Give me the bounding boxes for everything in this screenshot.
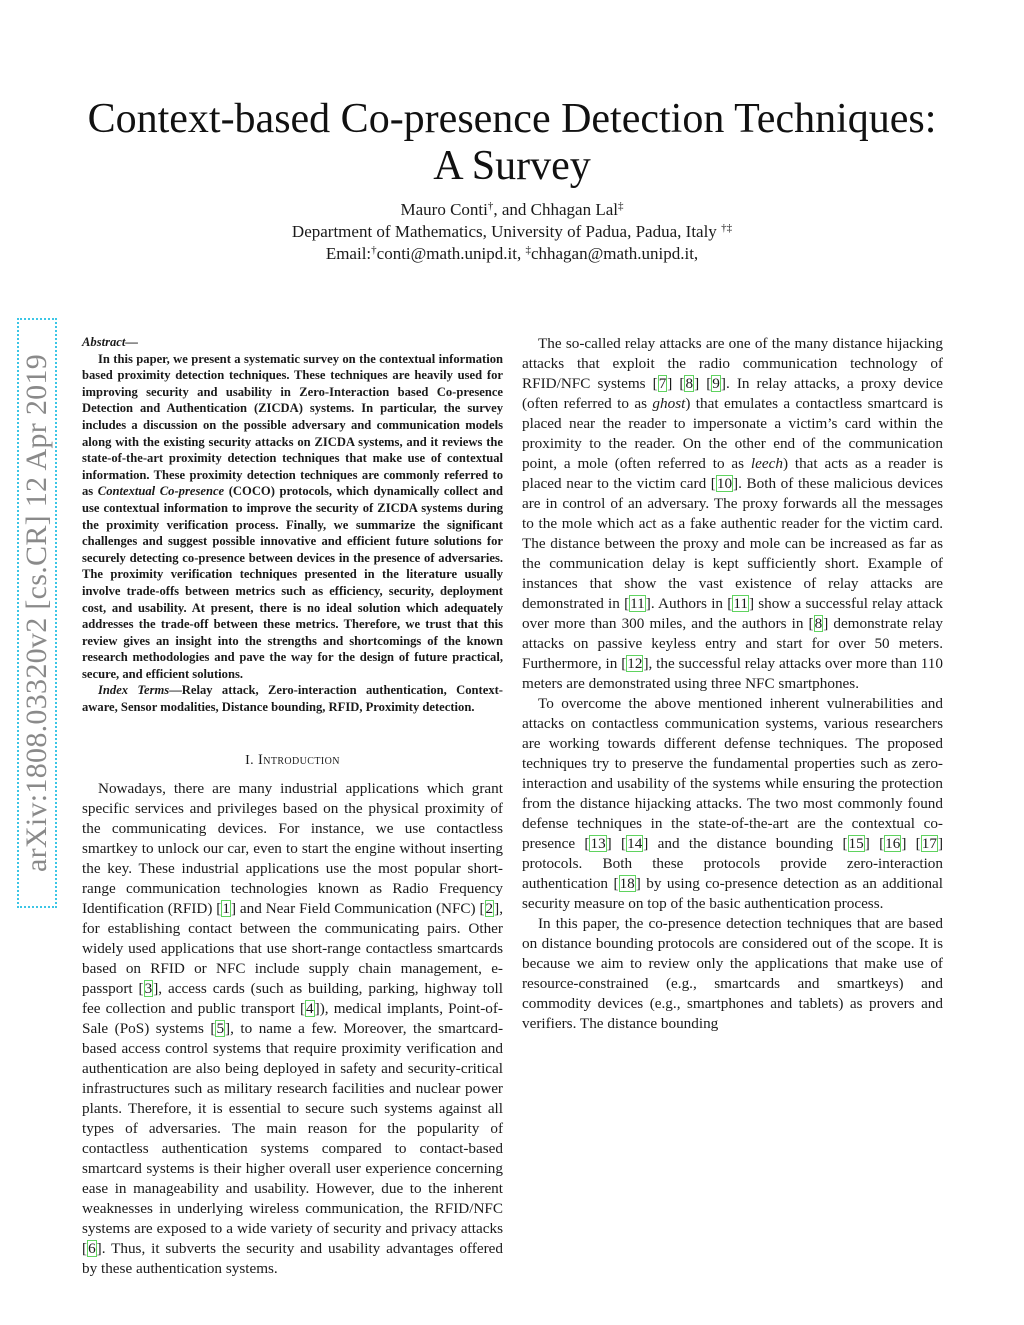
citation-link[interactable]: 18 (619, 875, 635, 892)
citation-link[interactable]: 11 (733, 595, 748, 612)
left-column (82, 334, 503, 1279)
index-terms: Index Terms—Relay attack, Zero-interaction authentication, Context-aware, Sensor modalities, Distance bounding, RFID, Proximity detection. (82, 683, 504, 715)
email-address[interactable]: conti@math.unipd.it, (376, 244, 522, 263)
citation-link[interactable]: 3 (144, 979, 153, 997)
right-column (522, 334, 943, 1034)
affiliation-mark: ‡ (618, 200, 624, 212)
author-name: Mauro Conti (400, 200, 488, 219)
author-line: Mauro Conti†, and Chhagan Lal‡ (400, 200, 624, 219)
intro-paragraph: In this paper, the co-presence detection techniques that are based on distance bounding protocols are considered out of the scope. It is because we aim to review only the applications that make use of resource-constrained (e.g., smartcards and smartkeys) and commodity devices (e.g., smartphones and tablets) as provers and verifiers. The distance bounding (522, 915, 943, 1032)
section-heading: I. Introduction (245, 751, 340, 768)
paper-title-line-2: A Survey (433, 143, 591, 189)
abstract-heading: Abstract— (82, 335, 138, 349)
author-name: Chhagan Lal (530, 200, 618, 219)
arxiv-identifier-stamp[interactable] (17, 318, 57, 908)
email-line: Email:†conti@math.unipd.it, ‡chhagan@math.unipd.it, (325, 244, 699, 263)
intro-paragraph: To overcome the above mentioned inherent vulnerabilities and attacks on contactless communication systems, various researchers are working towards different defense techniques. The proposed techniques try to preserve the fundamental properties such as zero-interaction and usability of the systems while ensuring the protection from the distance hijacking attacks. The two most commonly found defense techniques in the state-of-the-art are the contextual co-presence [13] [14] and the distance bounding [15] [16] [17] protocols. Both these protocols provide zero-interaction authentication [18] by using co-presence detection as an additional security measure on top of the basic authentication process. (522, 695, 944, 912)
citation-link[interactable]: 13 (590, 835, 606, 852)
citation-link[interactable]: 6 (88, 1239, 96, 1257)
citation-link[interactable]: 9 (712, 375, 720, 392)
citation-link[interactable]: 8 (814, 615, 823, 632)
citation-link[interactable]: 10 (716, 475, 733, 492)
affiliation-line: Department of Mathematics, University of Padua, Padua, Italy †‡ (291, 222, 733, 241)
abstract (82, 334, 503, 716)
intro-paragraph: The so-called relay attacks are one of the many distance hijacking attacks that exploit the radio communication technology of RFID/NFC systems [7] [8] [9]. In relay attacks, a proxy device (often referred to as ghost) that emulates a contactless smartcard is placed near the reader to impersonate a victim’s card within the proximity to the reader. On the other end of the communication point, a mole (often referred to as leech) that acts as a reader is placed near to the victim card [10]. Both of these malicious devices are in control of an adversary. The proxy forwards all the messages to the mole which act as a fake authentic reader for the victim card. The distance between the proxy and mole can be increased as far as the communication delay is kept sufficiently short. Example of instances that show the vast existence of relay attacks are demonstrated in [11]. Authors in [11] show a successful relay attack over more than 300 miles, and the authors in [8] demonstrate relay attacks on passive keyless entry and start for over 50 meters. Furthermore, in [12], the successful relay attacks over more than 110 meters are demonstrated using three NFC smartphones. (522, 335, 944, 692)
paper-title-line-1: Context-based Co-presence Detection Techniques: (87, 96, 937, 142)
citation-link[interactable]: 15 (848, 835, 864, 852)
affiliation-mark: † (487, 200, 494, 212)
citation-link[interactable]: 1 (222, 899, 230, 917)
citation-link[interactable]: 14 (627, 835, 643, 852)
citation-link[interactable]: 2 (485, 899, 494, 917)
citation-link[interactable]: 17 (921, 835, 937, 852)
citation-link[interactable]: 11 (630, 595, 645, 612)
intro-paragraph: Nowadays, there are many industrial applications which grant specific services and privileges based on the physical proximity of the communicating devices. For instance, we use contactless smartkey to unlock our car, even to start the engine without inserting the key. These industrial applications use the most popular short-range communication technologies known as Radio Frequency Identification (RFID) [1] and Near Field Communication (NFC) [2], for establishing contact between the communicating pairs. Other widely used applications that use short-range contactless smartcards based on RFID or NFC include supply chain management, e-passport [3], access cards (such as building, parking, highway toll fee collection and public transport [4]), medical implants, Point-of-Sale (PoS) systems [5], to name a few. Moreover, the smartcard-based access control systems that require proximity verification and authentication are also being deployed in safety and security-critical infrastructures such as military research facilities and nuclear power plants. Therefore, it is essential to secure such systems against all types of adversaries. The main reason for the popularity of contactless authentication systems compared to contact-based smartcard systems is their higher overall user experience concerning ease in manageability and usability. However, due to the inherent weaknesses in underlying wireless communication, the RFID/NFC systems are exposed to a wide variety of security and privacy attacks [6]. Thus, it subverts the security and usability advantages offered by these authentication systems. (82, 779, 504, 1277)
citation-link[interactable]: 12 (627, 655, 643, 672)
affiliation-mark: †‡ (721, 222, 733, 234)
citation-link[interactable]: 4 (306, 999, 314, 1017)
citation-link[interactable]: 7 (658, 375, 667, 392)
citation-link[interactable]: 8 (685, 375, 694, 392)
citation-link[interactable]: 5 (216, 1019, 225, 1037)
email-address[interactable]: chhagan@math.unipd.it, (530, 244, 699, 263)
abstract-body: In this paper, we present a systematic survey on the contextual information based proximity detection techniques. These techniques are heavily used for improving security and usability in Zero-Interaction based Co-presence Detection and Authentication (ZICDA) systems. In particular, the survey includes a discussion on the possible adversary and communication models along with the existing security attacks on ZICDA systems, and it reviews the state-of-the-art proximity detection techniques that make use of contextual information. These proximity detection techniques are commonly referred to as Contextual Co-presence (COCO) protocols, which dynamically collect and use contextual information to improve the security of ZICDA systems during the proximity verification process. Finally, we summarize the significant challenges and suggest possible innovative and efficient future solutions for securely detecting co-presence between devices in the presence of adversaries. The proximity verification techniques presented in the literature usually involve trade-offs between metrics such as efficiency, security, deployment cost, and usability. At present, there is no ideal solution which adequately addresses the trade-off between these metrics. Therefore, we trust that this review gives an insight into the strengths and shortcomings of the known research methodologies and pave the way for the design of future practical, secure, and efficient solutions. (82, 351, 503, 681)
arxiv-identifier[interactable]: arXiv:1808.03320v2 [cs.CR] 12 Apr 2019 (20, 353, 53, 873)
citation-link[interactable]: 16 (885, 835, 901, 852)
